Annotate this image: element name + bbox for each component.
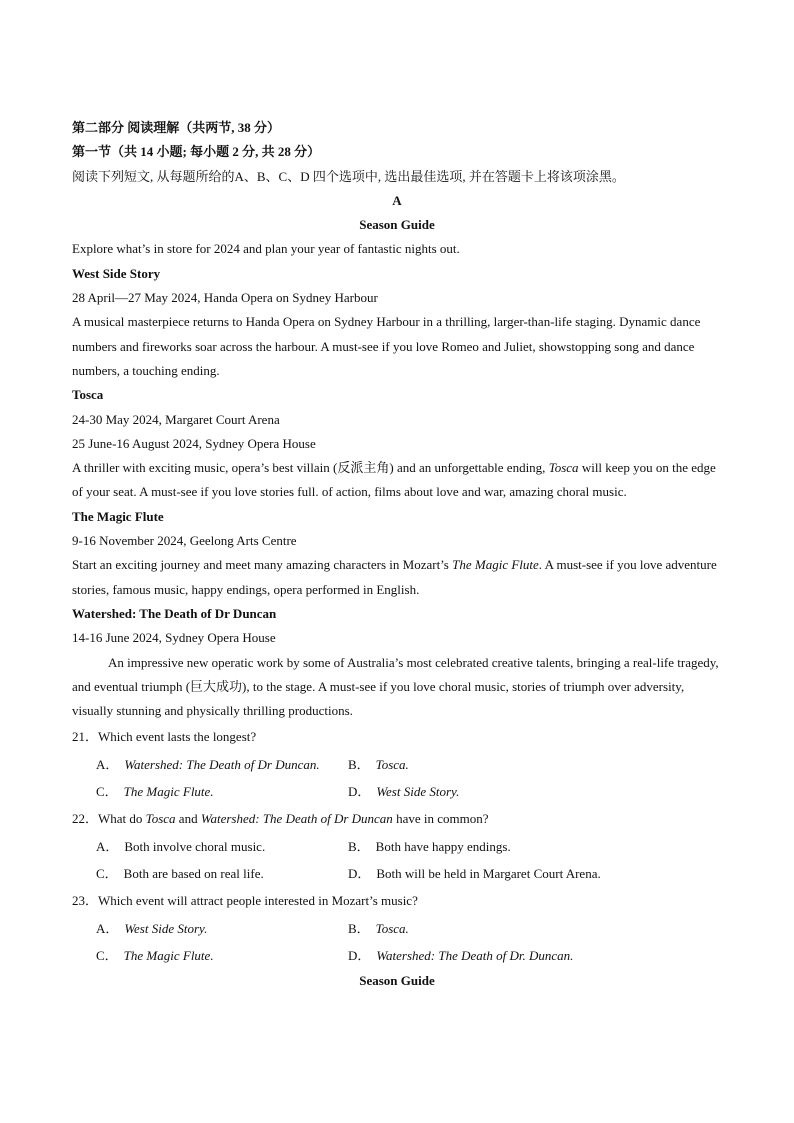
- option-row: [72, 860, 722, 887]
- option-b[interactable]: B． Tosca.: [348, 756, 409, 772]
- option-row: [72, 751, 722, 778]
- event-description: Start an exciting journey and meet many amazing characters in Mozart’s The Magic Flute. A must-see if you love adventure stories, famous music, happy endings, opera performed in English.: [72, 557, 717, 597]
- option-row: [72, 778, 722, 805]
- option-c[interactable]: C． The Magic Flute.: [96, 947, 214, 963]
- option-b[interactable]: B． Both have happy endings.: [348, 838, 511, 854]
- option-row: [72, 833, 722, 860]
- event-description: A musical masterpiece returns to Handa Opera on Sydney Harbour in a thrilling, larger-than-life staging. Dynamic dance numbers and fireworks soar across the harbour. A must-see if you love Romeo and Juliet, showstopping song and dance numbers, a touching ending.: [72, 314, 701, 378]
- instruction-text: 阅读下列短文, 从每题所给的A、B、C、D 四个选项中, 选出最佳选项, 并在答题卡上将该项涂黑。: [72, 168, 625, 184]
- event-date: 9-16 November 2024, Geelong Arts Centre: [72, 533, 297, 549]
- passage-title: Season Guide: [359, 217, 435, 233]
- event-description: An impressive new operatic work by some of Australia’s most celebrated creative talents, bringing a real-life tragedy, and eventual triumph (巨大成功), to the stage. A must-see if you love choral music, stories of triumph over adversity, visually stunning and physically thrilling productions.: [72, 654, 719, 719]
- option-c[interactable]: C． The Magic Flute.: [96, 784, 214, 800]
- question-stem: 21．Which event lasts the longest?: [72, 729, 257, 745]
- option-row: [72, 915, 722, 942]
- section-heading: 第一节（共 14 小题; 每小题 2 分, 共 28 分）: [72, 144, 321, 160]
- option-d[interactable]: D． West Side Story.: [348, 784, 460, 800]
- part-heading: 第二部分 阅读理解（共两节, 38 分）: [72, 120, 281, 135]
- event-title: The Magic Flute: [72, 508, 164, 524]
- option-a[interactable]: A． Both involve choral music.: [96, 838, 266, 854]
- next-passage-title: Season Guide: [359, 973, 435, 989]
- event-date: 14-16 June 2024, Sydney Opera House: [72, 630, 276, 646]
- option-b[interactable]: B． Tosca.: [348, 920, 409, 936]
- option-row: [72, 942, 722, 969]
- question-stem: 23．Which event will attract people interested in Mozart’s music?: [72, 893, 418, 909]
- event-title: Tosca: [72, 387, 104, 403]
- passage-intro: Explore what’s in store for 2024 and plan your year of fantastic nights out.: [72, 241, 460, 257]
- event-title: Watershed: The Death of Dr Duncan: [72, 605, 277, 621]
- event-title: West Side Story: [72, 265, 161, 281]
- event-date: 24-30 May 2024, Margaret Court Arena: [72, 411, 280, 427]
- exam-page: [72, 116, 722, 993]
- event-date: 28 April—27 May 2024, Handa Opera on Sydney Harbour: [72, 290, 378, 306]
- event-date: 25 June-16 August 2024, Sydney Opera House: [72, 435, 316, 451]
- event-description: A thriller with exciting music, opera’s best villain (反派主角) and an unforgettable ending, Tosca will keep you on the edge of your seat. A must-see if you love stories full. of action, films about love and war, amazing choral music.: [72, 460, 716, 500]
- option-c[interactable]: C． Both are based on real life.: [96, 865, 264, 881]
- question-stem: 22．What do Tosca and Watershed: The Death of Dr Duncan have in common?: [72, 811, 489, 827]
- passage-letter: A: [392, 192, 402, 208]
- option-d[interactable]: D． Watershed: The Death of Dr. Duncan.: [348, 947, 574, 963]
- option-a[interactable]: A． Watershed: The Death of Dr Duncan.: [96, 756, 320, 772]
- option-a[interactable]: A． West Side Story.: [96, 920, 208, 936]
- option-d[interactable]: D． Both will be held in Margaret Court Arena.: [348, 865, 601, 881]
